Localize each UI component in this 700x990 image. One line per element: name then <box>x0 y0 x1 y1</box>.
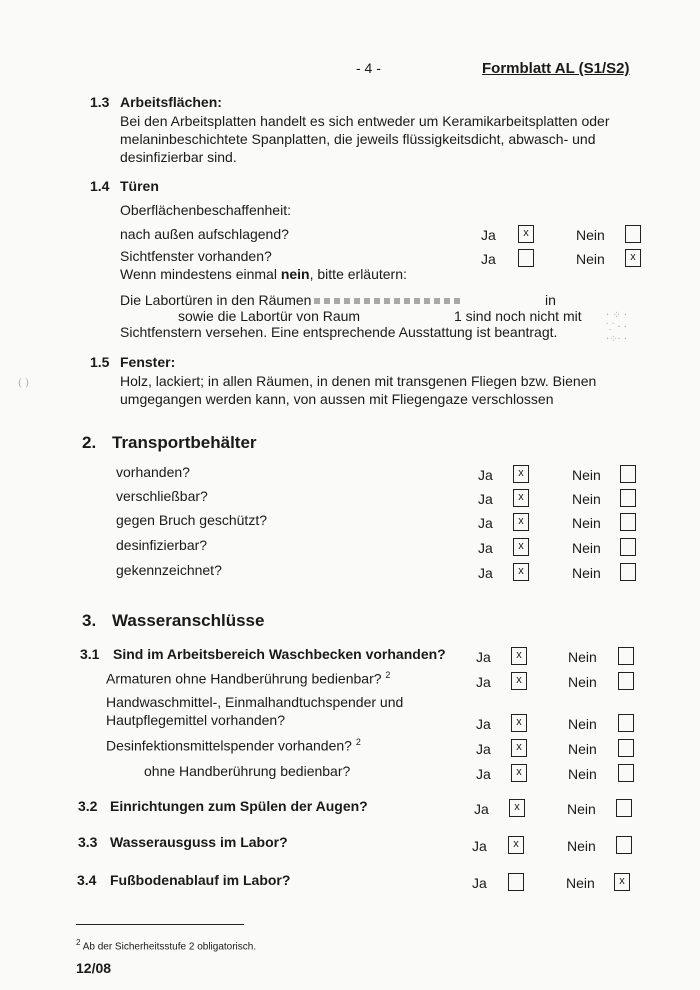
yes-label: Ja <box>478 565 493 581</box>
explanation-line: 1 sind noch nicht mit <box>454 308 582 324</box>
footnote-text: Ab der Sicherheitsstufe 2 obligatorisch. <box>82 941 257 953</box>
yes-checkbox[interactable]: x <box>511 764 527 782</box>
yes-checkbox[interactable]: x <box>513 489 529 507</box>
question-label: vorhanden? <box>116 464 190 480</box>
prompt-text: , bitte erläutern: <box>309 266 407 282</box>
question-label: Sind im Arbeitsbereich Waschbecken vorhanden? <box>113 646 446 662</box>
question-label: verschließbar? <box>116 488 208 504</box>
yes-label: Ja <box>481 251 496 267</box>
prompt-bold: nein <box>280 266 310 282</box>
section-title: Transportbehälter <box>112 433 257 452</box>
no-label: Nein <box>566 875 595 891</box>
page-number: - 4 - <box>356 60 381 76</box>
redacted-text <box>314 298 464 304</box>
no-checkbox[interactable] <box>625 225 641 243</box>
no-label: Nein <box>568 716 597 732</box>
yes-label: Ja <box>476 674 491 690</box>
scan-artifact: ( ) <box>18 378 29 389</box>
yes-checkbox[interactable]: x <box>511 647 527 665</box>
no-checkbox[interactable] <box>618 647 634 665</box>
yes-label: Ja <box>478 515 493 531</box>
no-label: Nein <box>572 565 601 581</box>
yes-label: Ja <box>476 741 491 757</box>
footnote-ref: 2 <box>355 737 361 747</box>
paragraph-line: desinfizierbar sind. <box>120 149 237 165</box>
no-checkbox[interactable] <box>616 836 632 854</box>
section-number: 1.3 <box>90 94 110 110</box>
scan-artifact: · ⁘ · ⸪ · · ·⁘· · <box>606 310 628 345</box>
yes-label: Ja <box>476 716 491 732</box>
no-label: Nein <box>576 251 605 267</box>
paragraph-line: melaninbeschichtete Spanplatten, die jeweils flüssigkeitsdicht, abwasch- und <box>120 131 596 147</box>
no-checkbox[interactable] <box>616 799 632 817</box>
explanation-line: Die Labortüren in den Räumen <box>120 292 312 308</box>
no-checkbox[interactable]: x <box>614 873 630 891</box>
no-checkbox[interactable] <box>620 489 636 507</box>
section-number: 1.4 <box>90 178 110 194</box>
section-number: 3. <box>82 611 97 630</box>
question-label: Wasserausguss im Labor? <box>110 834 288 850</box>
yes-checkbox[interactable]: x <box>509 799 525 817</box>
question-text: Armaturen ohne Handberührung bedienbar? <box>106 670 382 687</box>
no-label: Nein <box>568 674 597 690</box>
question-label <box>106 670 390 687</box>
question-label: gegen Bruch geschützt? <box>116 512 267 528</box>
no-checkbox[interactable] <box>620 465 636 483</box>
yes-checkbox[interactable]: x <box>511 739 527 757</box>
section-title: Fenster: <box>120 354 176 370</box>
yes-checkbox[interactable]: x <box>513 563 529 581</box>
no-label: Nein <box>567 801 596 817</box>
yes-label: Ja <box>476 766 491 782</box>
question-label: Einrichtungen zum Spülen der Augen? <box>110 798 368 814</box>
no-label: Nein <box>572 467 601 483</box>
section-title: Arbeitsflächen: <box>120 94 222 110</box>
no-checkbox[interactable] <box>620 563 636 581</box>
no-label: Nein <box>572 515 601 531</box>
paragraph-line: Bei den Arbeitsplatten handelt es sich entweder um Keramikarbeitsplatten oder <box>120 113 610 129</box>
section-number: 3.3 <box>78 834 98 850</box>
question-label: Fußbodenablauf im Labor? <box>110 872 291 888</box>
yes-label: Ja <box>478 491 493 507</box>
no-label: Nein <box>567 838 596 854</box>
no-label: Nein <box>576 227 605 243</box>
yes-label: Ja <box>474 801 489 817</box>
yes-label: Ja <box>478 540 493 556</box>
yes-checkbox[interactable]: x <box>508 836 524 854</box>
yes-checkbox[interactable]: x <box>511 714 527 732</box>
section-title: Wasseranschlüsse <box>112 611 265 630</box>
no-checkbox[interactable] <box>620 538 636 556</box>
yes-checkbox[interactable]: x <box>513 465 529 483</box>
section-number: 2. <box>82 433 97 452</box>
revision-date: 12/08 <box>76 960 112 976</box>
question-label <box>106 737 361 754</box>
footnote-divider <box>76 924 244 925</box>
no-checkbox[interactable] <box>618 714 634 732</box>
no-label: Nein <box>568 741 597 757</box>
yes-label: Ja <box>476 649 491 665</box>
question-label: desinfizierbar? <box>116 537 208 553</box>
yes-checkbox[interactable]: x <box>518 225 534 243</box>
yes-label: Ja <box>478 467 493 483</box>
yes-label: Ja <box>472 838 487 854</box>
yes-checkbox[interactable]: x <box>513 513 529 531</box>
yes-checkbox[interactable] <box>518 249 534 267</box>
yes-checkbox[interactable] <box>508 873 524 891</box>
no-checkbox[interactable] <box>618 764 634 782</box>
paragraph-line: umgegangen werden kann, von aussen mit Fliegengaze verschlossen <box>120 391 554 407</box>
no-checkbox[interactable]: x <box>625 249 641 267</box>
explanation-line: sowie die Labortür von Raum <box>178 308 361 324</box>
explain-prompt <box>120 266 407 282</box>
no-checkbox[interactable] <box>618 672 634 690</box>
section-number: 1.5 <box>90 354 110 370</box>
question-label: gekennzeichnet? <box>116 562 222 578</box>
question-label: Hautpflegemittel vorhanden? <box>106 712 286 728</box>
footnote-ref: 2 <box>385 670 391 680</box>
prompt-text: Wenn mindestens einmal <box>120 266 281 282</box>
yes-checkbox[interactable]: x <box>513 538 529 556</box>
footnote-number: 2 <box>76 938 81 947</box>
section-number: 3.2 <box>78 798 98 814</box>
section-title: Türen <box>120 178 159 194</box>
no-checkbox[interactable] <box>620 513 636 531</box>
no-label: Nein <box>568 649 597 665</box>
footnote <box>76 938 256 952</box>
yes-label: Ja <box>472 875 487 891</box>
no-label: Nein <box>572 540 601 556</box>
question-label: nach außen aufschlagend? <box>120 226 289 242</box>
yes-label: Ja <box>481 227 496 243</box>
no-label: Nein <box>572 491 601 507</box>
question-text: Desinfektionsmittelspender vorhanden? <box>106 737 352 754</box>
question-label: ohne Handberührung bedienbar? <box>144 763 351 779</box>
section-number: 3.4 <box>77 872 97 888</box>
paragraph-line: Holz, lackiert; in allen Räumen, in denen mit transgenen Fliegen bzw. Bienen <box>120 373 597 389</box>
explanation-line: in <box>545 292 556 308</box>
question-label: Handwaschmittel-, Einmalhandtuchspender und <box>106 694 404 710</box>
yes-checkbox[interactable]: x <box>511 672 527 690</box>
no-checkbox[interactable] <box>618 739 634 757</box>
question-label: Oberflächenbeschaffenheit: <box>120 202 291 218</box>
form-title: Formblatt AL (S1/S2) <box>482 60 630 77</box>
no-label: Nein <box>568 766 597 782</box>
section-number: 3.1 <box>80 646 100 662</box>
explanation-line: Sichtfenstern versehen. Eine entsprechende Ausstattung ist beantragt. <box>120 324 558 340</box>
question-label: Sichtfenster vorhanden? <box>120 248 272 264</box>
